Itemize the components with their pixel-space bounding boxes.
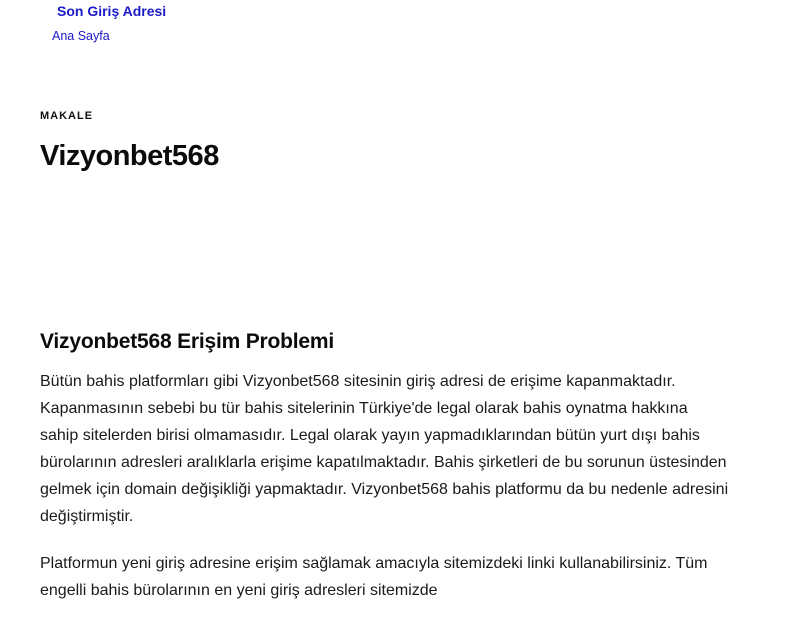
site-title-link[interactable]: Son Giriş Adresi xyxy=(57,3,167,19)
page-title: Vizyonbet568 xyxy=(40,140,219,172)
paragraph: Platformun yeni giriş adresine erişim sağlamak amacıyla sitemizdeki linki kullanabilirsiniz. Tüm engelli bahis bürolarının en yeni giriş adresleri sitemizde xyxy=(40,555,708,599)
paragraph: Bütün bahis platformları gibi Vizyonbet568 sitesinin giriş adresi de erişime kapanmaktadır. Kapanmasının sebebi bu tür bahis sitelerinin Türkiye'de legal olarak bahis oynatma hakkına sahip sitelerden birisi olmamasıdır. Legal olarak yayın yapmadıklarından bütün yurt dışı bahis bürolarının adresleri aralıklarla erişime kapatılmaktadır. Bahis şirketleri de bu sorunun üstesinden gelmek için domain değişikliği yapmaktadır. Vizyonbet568 bahis platformu da bu nedenle adresini değiştirmiştir. xyxy=(40,373,729,525)
section-heading: Vizyonbet568 Erişim Problemi xyxy=(40,330,334,353)
article-category: MAKALE xyxy=(40,110,94,122)
article-content xyxy=(40,330,730,624)
nav-link-home[interactable]: Ana Sayfa xyxy=(52,29,110,43)
